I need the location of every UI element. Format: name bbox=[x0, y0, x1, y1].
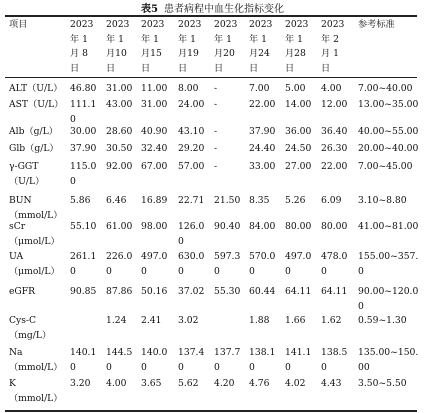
table-cell: - bbox=[214, 143, 218, 154]
table-cell: 4.02 bbox=[285, 378, 306, 389]
header-date: 2023 年 1 月20 日 bbox=[214, 19, 238, 74]
table-cell: 111.1 0 bbox=[70, 99, 97, 125]
row-label: Na （mmol/L） bbox=[9, 347, 63, 373]
table-cell: 478.0 0 bbox=[321, 251, 348, 277]
row-label: sCr （μmol/L） bbox=[9, 221, 60, 247]
table-cell: 16.89 bbox=[141, 195, 168, 206]
table-cell: 3.02 bbox=[178, 315, 199, 326]
table-cell: 29.20 bbox=[178, 143, 205, 154]
table-cell: 40.90 bbox=[141, 126, 168, 137]
table-cell: 115.0 0 bbox=[70, 161, 97, 187]
row-label: Alb（g/L） bbox=[9, 126, 58, 137]
table-title: 患者病程中血生化指标变化 bbox=[163, 4, 284, 15]
table-cell: 80.00 bbox=[285, 221, 312, 232]
table-cell: 55.30 bbox=[214, 286, 241, 297]
table-cell: 2.41 bbox=[141, 315, 162, 326]
row-label: Cys-C （mg/L） bbox=[9, 315, 52, 341]
header-rule bbox=[5, 77, 417, 78]
table-cell: 141.1 0 bbox=[285, 347, 312, 373]
table-cell: 140.0 0 bbox=[141, 347, 168, 373]
header-date: 2023 年 1 月19 日 bbox=[178, 19, 202, 74]
table-cell: 140.1 0 bbox=[70, 347, 97, 373]
table-cell: 50.16 bbox=[141, 286, 168, 297]
table-cell: 630.0 0 bbox=[178, 251, 205, 277]
bottom-rule bbox=[5, 410, 417, 412]
table-cell: 14.00 bbox=[285, 99, 312, 110]
reference-range: 41.00~81.00 bbox=[358, 221, 418, 232]
reference-range: 155.00~357. 0 bbox=[358, 251, 418, 277]
table-cell: 21.50 bbox=[214, 195, 241, 206]
table-cell: 90.40 bbox=[214, 221, 241, 232]
reference-range: 13.00~35.00 bbox=[358, 99, 418, 110]
reference-range: 3.10~8.80 bbox=[358, 195, 407, 206]
table-cell: 3.65 bbox=[141, 378, 162, 389]
table-cell: 12.00 bbox=[321, 99, 348, 110]
table-cell: 36.00 bbox=[285, 126, 312, 137]
row-label: ALT（U/L） bbox=[9, 83, 63, 94]
table-cell: 5.86 bbox=[70, 195, 91, 206]
table-cell: 4.00 bbox=[321, 83, 342, 94]
table-cell: 37.90 bbox=[249, 126, 276, 137]
table-cell: 46.80 bbox=[70, 83, 97, 94]
table-cell: 31.00 bbox=[141, 99, 168, 110]
table-cell: 5.00 bbox=[285, 83, 306, 94]
table-cell: 6.46 bbox=[106, 195, 127, 206]
row-label: Glb（g/L） bbox=[9, 143, 59, 154]
table-cell: 80.00 bbox=[321, 221, 348, 232]
header-date: 2023 年 1 月24 日 bbox=[249, 19, 273, 74]
table-cell: 137.7 0 bbox=[214, 347, 241, 373]
table-cell: 43.10 bbox=[178, 126, 205, 137]
reference-range: 0.59~1.30 bbox=[358, 315, 407, 326]
table-cell: 126.0 0 bbox=[178, 221, 205, 247]
table-cell: 60.44 bbox=[249, 286, 276, 297]
table-cell: 30.50 bbox=[106, 143, 133, 154]
table-cell: 5.62 bbox=[178, 378, 199, 389]
table-cell: 26.30 bbox=[321, 143, 348, 154]
table-cell: 43.00 bbox=[106, 99, 133, 110]
header-date: 2023 年 1 月 8 日 bbox=[70, 19, 94, 74]
table-cell: 55.10 bbox=[70, 221, 97, 232]
table-cell: 24.40 bbox=[249, 143, 276, 154]
table-cell: 36.40 bbox=[321, 126, 348, 137]
reference-range: 3.50~5.50 bbox=[358, 378, 407, 389]
table-cell: 57.00 bbox=[178, 161, 205, 172]
table-cell: 497.0 0 bbox=[285, 251, 312, 277]
table-cell: 144.5 0 bbox=[106, 347, 133, 373]
reference-range: 40.00~55.00 bbox=[358, 126, 418, 137]
table-cell: 30.00 bbox=[70, 126, 97, 137]
table-cell: 28.60 bbox=[106, 126, 133, 137]
row-label: eGFR bbox=[9, 286, 36, 297]
table-cell: 24.00 bbox=[178, 99, 205, 110]
table-cell: 27.00 bbox=[285, 161, 312, 172]
table-cell: 4.76 bbox=[249, 378, 270, 389]
reference-range: 135.00~150. 00 bbox=[358, 347, 418, 373]
table-cell: 1.88 bbox=[249, 315, 270, 326]
table-cell: 261.1 0 bbox=[70, 251, 97, 277]
row-label: γ-GGT （U/L） bbox=[9, 161, 45, 187]
row-label: BUN （mmol/L） bbox=[9, 195, 63, 221]
table-cell: 31.00 bbox=[106, 83, 133, 94]
table-cell: 4.20 bbox=[214, 378, 235, 389]
row-label: UA （μmol/L） bbox=[9, 251, 60, 277]
table-cell: 3.20 bbox=[70, 378, 91, 389]
table-cell: 137.4 0 bbox=[178, 347, 205, 373]
table-cell: - bbox=[214, 126, 218, 137]
table-cell: 37.90 bbox=[70, 143, 97, 154]
table-cell: 5.26 bbox=[285, 195, 306, 206]
header-date: 2023 年 1 月15 日 bbox=[141, 19, 165, 74]
header-reference: 参考标准 bbox=[358, 19, 395, 30]
row-label: K （mmol/L） bbox=[9, 378, 63, 404]
table-cell: 87.86 bbox=[106, 286, 133, 297]
table-number: 表5 bbox=[141, 4, 158, 15]
table-cell: 24.50 bbox=[285, 143, 312, 154]
table-cell: 597.3 0 bbox=[214, 251, 241, 277]
table-cell: 92.00 bbox=[106, 161, 133, 172]
table-cell: 33.00 bbox=[249, 161, 276, 172]
table-cell: 1.24 bbox=[106, 315, 127, 326]
table-cell: 84.00 bbox=[249, 221, 276, 232]
header-date: 2023 年 2 月 1 日 bbox=[321, 19, 345, 74]
table-cell: 138.1 0 bbox=[249, 347, 276, 373]
header-date: 2023 年 1 月10 日 bbox=[106, 19, 130, 74]
header-date: 2023 年 1 月28 日 bbox=[285, 19, 309, 74]
top-rule bbox=[5, 15, 417, 17]
table-cell: 4.43 bbox=[321, 378, 342, 389]
reference-range: 7.00~45.00 bbox=[358, 161, 413, 172]
table-cell: 64.11 bbox=[285, 286, 312, 297]
table-cell: - bbox=[214, 99, 218, 110]
table-cell: 67.00 bbox=[141, 161, 168, 172]
table-cell: 61.00 bbox=[106, 221, 133, 232]
table-cell: 64.11 bbox=[321, 286, 348, 297]
table-cell: 570.0 0 bbox=[249, 251, 276, 277]
table-cell: 497.0 0 bbox=[141, 251, 168, 277]
table-cell: 8.00 bbox=[178, 83, 199, 94]
header-item: 项目 bbox=[9, 19, 28, 30]
table-cell: 90.85 bbox=[70, 286, 97, 297]
table-cell: 6.09 bbox=[321, 195, 342, 206]
table-cell: - bbox=[214, 161, 218, 172]
table-cell: 226.0 0 bbox=[106, 251, 133, 277]
table-cell: 98.00 bbox=[141, 221, 168, 232]
table-cell: 37.02 bbox=[178, 286, 205, 297]
table-cell: 1.62 bbox=[321, 315, 342, 326]
table-cell: 8.35 bbox=[249, 195, 270, 206]
table-cell: 22.00 bbox=[249, 99, 276, 110]
table-cell: 7.00 bbox=[249, 83, 270, 94]
reference-range: 20.00~40.00 bbox=[358, 143, 418, 154]
table-cell: 32.40 bbox=[141, 143, 168, 154]
table-cell: 22.00 bbox=[321, 161, 348, 172]
table-cell: - bbox=[214, 83, 218, 94]
reference-range: 90.00~120.0 0 bbox=[358, 286, 418, 312]
table-cell: 11.00 bbox=[141, 83, 168, 94]
table-cell: 138.5 0 bbox=[321, 347, 348, 373]
table-cell: 22.71 bbox=[178, 195, 205, 206]
row-label: AST（U/L） bbox=[9, 99, 64, 110]
table-cell: 4.00 bbox=[106, 378, 127, 389]
table-cell: 1.66 bbox=[285, 315, 306, 326]
reference-range: 7.00~40.00 bbox=[358, 83, 413, 94]
